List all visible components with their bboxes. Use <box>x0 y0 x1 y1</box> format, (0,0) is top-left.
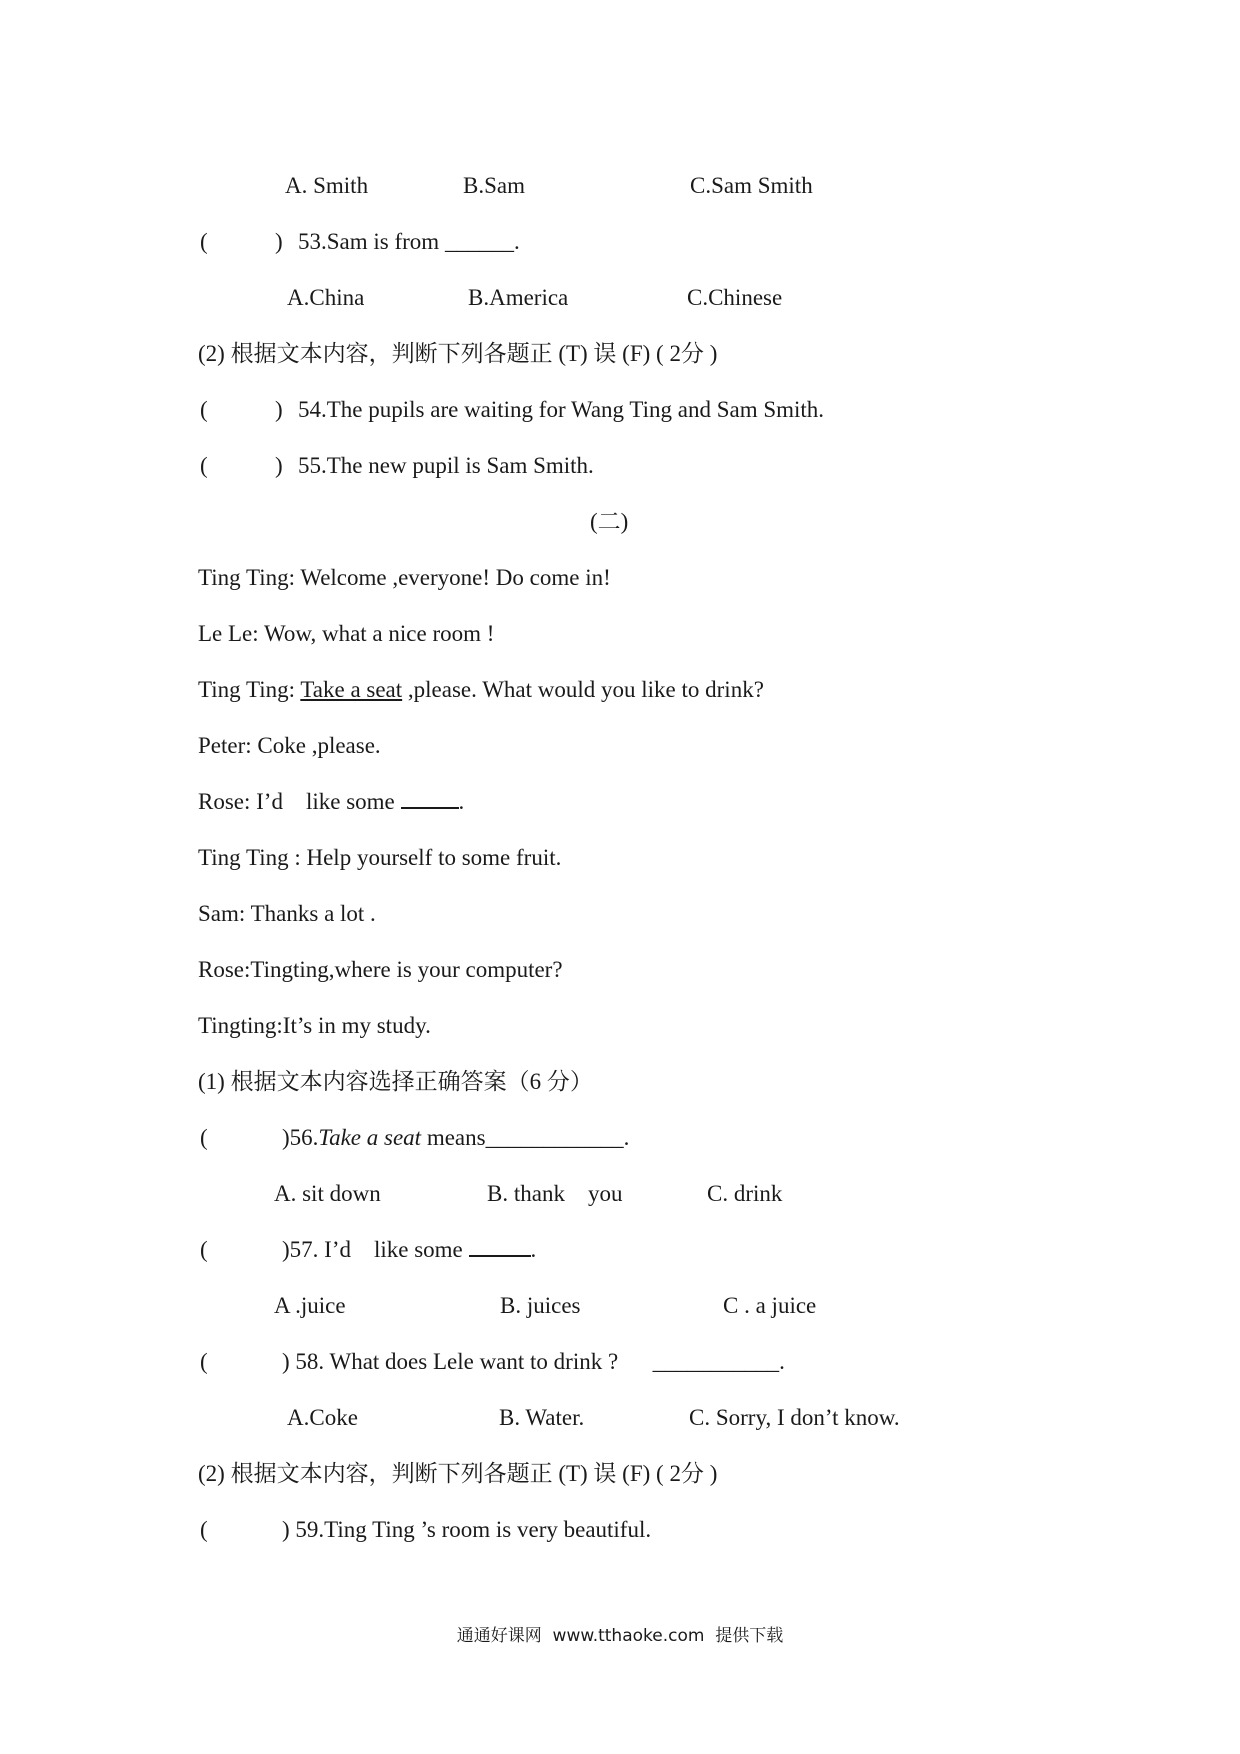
dialogue-line-3 <box>198 676 764 704</box>
q59-open-paren: ( <box>200 1517 208 1542</box>
dialogue-line-3-speaker: Ting Ting: <box>198 677 301 702</box>
dialogue-line-5-text: Rose: I’d like some <box>198 789 401 814</box>
section2-part1-heading: (1) 根据文本内容选择正确答案（6 分） <box>198 1069 593 1094</box>
q57-question <box>282 1236 536 1264</box>
q57-option-b: B. juices <box>500 1293 581 1318</box>
q56-option-a: A. sit down <box>274 1181 381 1206</box>
q58-open-paren: ( <box>200 1349 208 1374</box>
q56-question <box>282 1124 629 1152</box>
q55-open-paren: ( <box>200 453 208 478</box>
q57-option-a: A .juice <box>274 1293 346 1318</box>
q56-open-paren: ( <box>200 1125 208 1150</box>
dialogue-line-9: Tingting:It’s in my study. <box>198 1013 431 1038</box>
dialogue-line-2: Le Le: Wow, what a nice room ! <box>198 621 495 646</box>
q54-close-paren: ) <box>275 397 283 422</box>
dialogue-line-8: Rose:Tingting,where is your computer? <box>198 957 563 982</box>
q54-open-paren: ( <box>200 397 208 422</box>
q59-statement: ) 59.Ting Ting ’s room is very beautiful. <box>282 1517 652 1542</box>
q53-open-paren: ( <box>200 229 208 254</box>
dialogue-line-1: Ting Ting: Welcome ,everyone! Do come in! <box>198 565 611 590</box>
page-footer: 通通好课网 www.tthaoke.com 提供下载 <box>456 1626 784 1646</box>
q56-option-b: B. thank you <box>487 1181 623 1206</box>
section2-title: (二) <box>590 509 629 534</box>
q53-close-paren: ) <box>275 229 283 254</box>
section1-part2-heading: (2) 根据文本内容，判断下列各题正 (T) 误 (F) ( 2分 ) <box>198 341 718 366</box>
q55-statement: 55.The new pupil is Sam Smith. <box>298 453 594 478</box>
dialogue-line-3-phrase: Take a seat <box>300 677 403 702</box>
q56-option-c: C. drink <box>707 1181 783 1206</box>
q53-question: 53.Sam is from ______. <box>298 229 520 254</box>
q57-option-c: C . a juice <box>723 1293 817 1318</box>
q56-suffix: means____________. <box>421 1125 630 1150</box>
q53-option-c: C.Chinese <box>687 285 783 310</box>
dialogue-line-7: Sam: Thanks a lot . <box>198 901 376 926</box>
q57-prefix: )57. I’d like some <box>282 1237 469 1262</box>
q55-close-paren: ) <box>275 453 283 478</box>
q52-option-b: B.Sam <box>463 173 525 198</box>
q57-open-paren: ( <box>200 1237 208 1262</box>
q53-option-b: B.America <box>468 285 569 310</box>
dialogue-line-3-rest: ,please. What would you like to drink? <box>402 677 764 702</box>
dialogue-line-5-blank <box>401 789 459 809</box>
q52-option-c: C.Sam Smith <box>690 173 813 198</box>
section2-part2-heading: (2) 根据文本内容，判断下列各题正 (T) 误 (F) ( 2分 ) <box>198 1461 718 1486</box>
dialogue-line-5-end: . <box>458 789 465 814</box>
q57-suffix: . <box>530 1237 537 1262</box>
q57-blank <box>469 1237 531 1257</box>
q58-question: ) 58. What does Lele want to drink ? ___________. <box>282 1349 785 1374</box>
q54-statement: 54.The pupils are waiting for Wang Ting and Sam Smith. <box>298 397 825 422</box>
q56-italic-phrase: Take a seat <box>318 1125 422 1150</box>
q53-option-a: A.China <box>287 285 365 310</box>
q52-option-a: A. Smith <box>285 173 369 198</box>
q56-prefix: )56. <box>282 1125 319 1150</box>
q58-option-c: C. Sorry, I don’t know. <box>689 1405 900 1430</box>
dialogue-line-5 <box>198 788 464 816</box>
q58-option-b: B. Water. <box>499 1405 585 1430</box>
dialogue-line-4: Peter: Coke ,please. <box>198 733 381 758</box>
q58-option-a: A.Coke <box>287 1405 358 1430</box>
dialogue-line-6: Ting Ting : Help yourself to some fruit. <box>198 845 562 870</box>
